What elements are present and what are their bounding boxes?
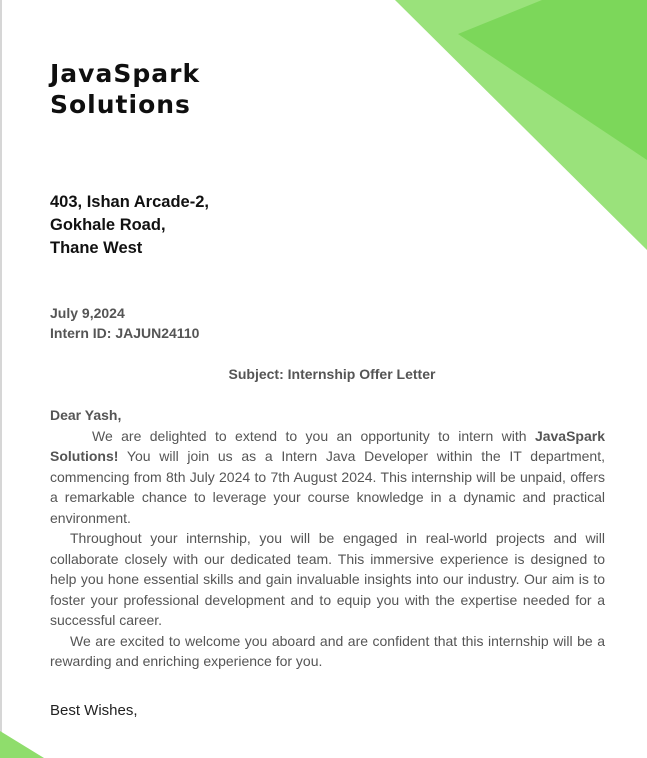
company-name-line1: JavaSpark bbox=[50, 59, 201, 88]
company-name-line2: Solutions bbox=[50, 90, 191, 119]
letter-meta bbox=[50, 303, 199, 343]
company-mention: JavaSpark Solutions! bbox=[50, 427, 605, 464]
address-line3: Thane West bbox=[50, 239, 143, 257]
letter-body bbox=[50, 405, 605, 672]
greeting: Dear Yash, bbox=[50, 407, 122, 423]
address-line1: 403, Ishan Arcade-2, bbox=[50, 193, 209, 211]
paragraph-1 bbox=[50, 426, 605, 529]
paragraph-3: We are excited to welcome you aboard and are confident that this internship will be a rewarding and enriching experience for you. bbox=[50, 632, 605, 669]
closing-line: Best Wishes, bbox=[50, 702, 138, 719]
bottom-left-green-triangle bbox=[0, 731, 44, 758]
letter-date: July 9,2024 bbox=[50, 305, 125, 321]
letter-subject: Subject: Internship Offer Letter bbox=[228, 366, 436, 382]
address-line2: Gokhale Road, bbox=[50, 216, 166, 234]
paragraph-1-intro: We are delighted to extend to you an opportunity to intern with bbox=[92, 427, 535, 444]
paragraph-2: Throughout your internship, you will be engaged in real-world projects and will collaborate closely with our dedicated team. This immersive experience is designed to help you hone essential skills and gain invaluable insights into our industry. Our aim is to foster your professional development and to equip you with the expertise needed for a successful career. bbox=[50, 530, 605, 628]
paragraph-1-rest: You will join us as a Intern Java Developer within the IT department, commencing from 8th July 2024 to 7th August 2024. This internship will be unpaid, offers a remarkable chance to leverage your course knowledge in a dynamic and practical environment. bbox=[50, 448, 605, 526]
company-name bbox=[50, 58, 350, 120]
intern-id: Intern ID: JAJUN24110 bbox=[50, 325, 200, 341]
company-address bbox=[50, 191, 209, 260]
